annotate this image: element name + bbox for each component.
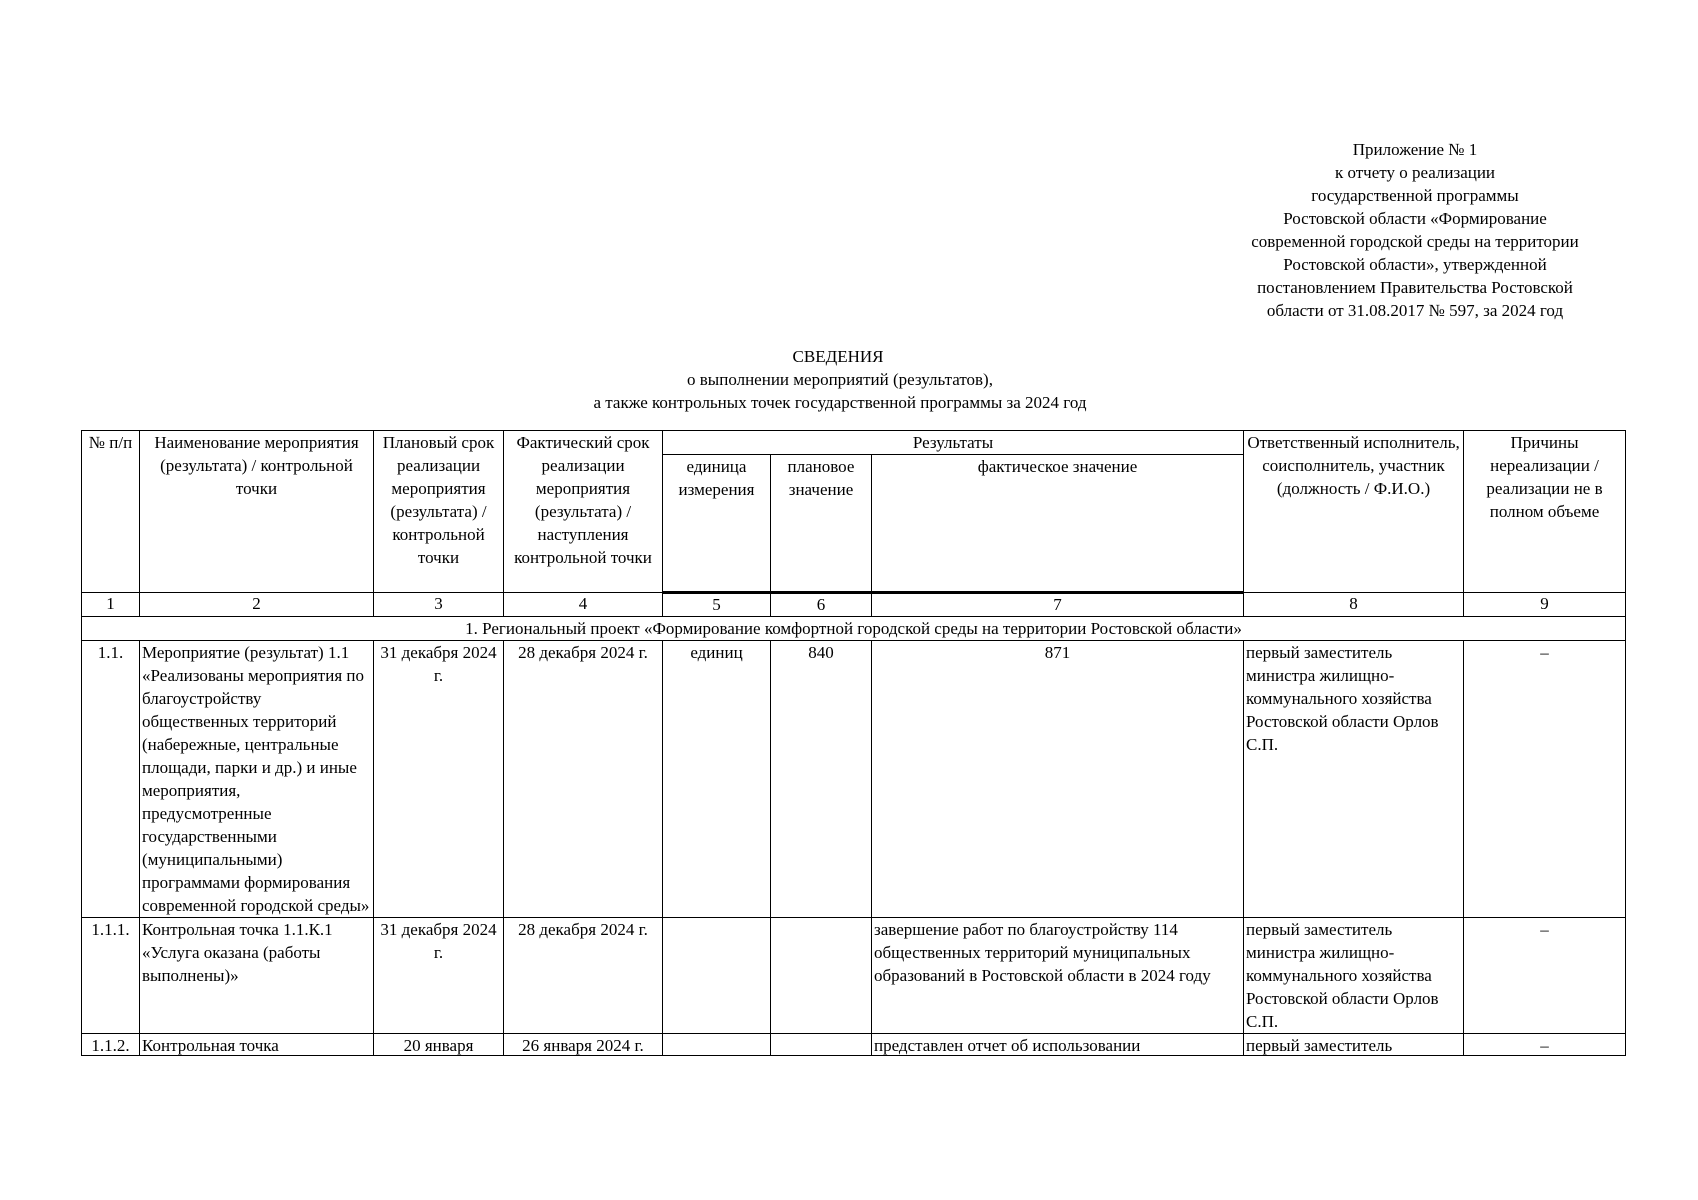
title-line-1: СВЕДЕНИЯ: [792, 347, 884, 366]
row-plan-value: [773, 1034, 869, 1055]
table-row: [82, 641, 1626, 918]
row-reasons: –: [1464, 918, 1626, 1034]
row-fact-term: 28 декабря 2024 г.: [504, 918, 663, 1034]
row-plan-term: 31 декабря 2024 г.: [374, 641, 504, 918]
document-title: [0, 345, 1698, 414]
row-unit: [663, 918, 771, 1034]
section-title: 1. Региональный проект «Формирование комфортной городской среды на территории Ростовской области»: [82, 617, 1626, 641]
header-plan-value: плановое значение: [771, 455, 872, 593]
column-number: 1: [82, 593, 140, 617]
annex-line: Ростовской области «Формирование: [1283, 209, 1547, 228]
header-fact-term: Фактический срок реализации мероприятия (результата) / наступления контрольной точки: [504, 431, 663, 593]
row-num: 1.1.1.: [82, 918, 140, 1034]
row-fact-term: 28 декабря 2024 г.: [504, 641, 663, 918]
column-number: 6: [771, 593, 872, 617]
column-number: 5: [663, 593, 771, 617]
header-responsible: Ответственный исполнитель, соисполнитель, участник (должность / Ф.И.О.): [1244, 431, 1464, 593]
annex-line: Приложение № 1: [1352, 140, 1478, 159]
row-responsible: первый заместитель: [1246, 1036, 1393, 1055]
column-number: 3: [374, 593, 504, 617]
row-unit: единиц: [663, 641, 771, 918]
column-number: 9: [1464, 593, 1626, 617]
annex-line: государственной программы: [1311, 186, 1519, 205]
annex-line: постановлением Правительства Ростовской: [1257, 278, 1573, 297]
column-number: 4: [504, 593, 663, 617]
section-row: [82, 617, 1626, 641]
row-name: Контрольная точка 1.1.К.1 «Услуга оказана (работы выполнены)»: [140, 918, 374, 1034]
row-plan-value: [771, 918, 872, 1034]
header-num: № п/п: [82, 431, 140, 593]
row-fact-value: представлен отчет об использовании: [874, 1036, 1141, 1055]
column-number: 8: [1244, 593, 1464, 617]
annex-line: Ростовской области», утвержденной: [1283, 255, 1547, 274]
header-results: Результаты: [663, 431, 1244, 455]
title-line-3: а также контрольных точек государственной программы за 2024 год: [593, 393, 1087, 412]
row-fact-value: 871: [872, 641, 1244, 918]
row-num: 1.1.2.: [91, 1036, 130, 1055]
row-plan-value: 840: [771, 641, 872, 918]
row-responsible: первый заместитель министра жилищно-коммунального хозяйства Ростовской области Орлов С.П.: [1244, 918, 1464, 1034]
column-number: 2: [140, 593, 374, 617]
table-row: [82, 1034, 1626, 1056]
header-plan-term: Плановый срок реализации мероприятия (результата) / контрольной точки: [374, 431, 504, 593]
row-plan-term: 31 декабря 2024 г.: [374, 918, 504, 1034]
annex-line: современной городской среды на территории: [1251, 232, 1579, 251]
row-unit: [665, 1034, 768, 1055]
row-name: Мероприятие (результат) 1.1 «Реализованы мероприятия по благоустройству общественных территорий (набережные, центральные площади, парки и др.) и иные мероприятия, предусмотренные государственными (муниципальными) программами формирования современной городской среды»: [140, 641, 374, 918]
annex-line: области от 31.08.2017 № 597, за 2024 год: [1266, 301, 1564, 320]
row-responsible: первый заместитель министра жилищно-коммунального хозяйства Ростовской области Орлов С.П.: [1244, 641, 1464, 918]
row-name: Контрольная точка: [142, 1036, 279, 1055]
row-fact-term: 26 января 2024 г.: [522, 1036, 644, 1055]
row-reasons: –: [1464, 641, 1626, 918]
row-num: 1.1.: [82, 641, 140, 918]
annex-line: к отчету о реализации: [1334, 163, 1496, 182]
column-number-row: [82, 593, 1626, 617]
header-fact-value: фактическое значение: [872, 455, 1244, 593]
column-number: 7: [872, 593, 1244, 617]
annex-header: [1215, 138, 1615, 322]
report-table: [81, 430, 1626, 1056]
header-row-1: [82, 431, 1626, 455]
header-name: Наименование мероприятия (результата) / контрольной точки: [140, 431, 374, 593]
row-fact-value: завершение работ по благоустройству 114 общественных территорий муниципальных образований в Ростовской области в 2024 году: [872, 918, 1244, 1034]
header-unit: единица измерения: [663, 455, 771, 593]
row-plan-term: 20 января: [403, 1036, 474, 1055]
title-line-2: о выполнении мероприятий (результатов),: [687, 370, 993, 389]
header-reasons: Причины нереализации / реализации не в полном объеме: [1464, 431, 1626, 593]
row-reasons: –: [1540, 1036, 1549, 1055]
table-row: [82, 918, 1626, 1034]
